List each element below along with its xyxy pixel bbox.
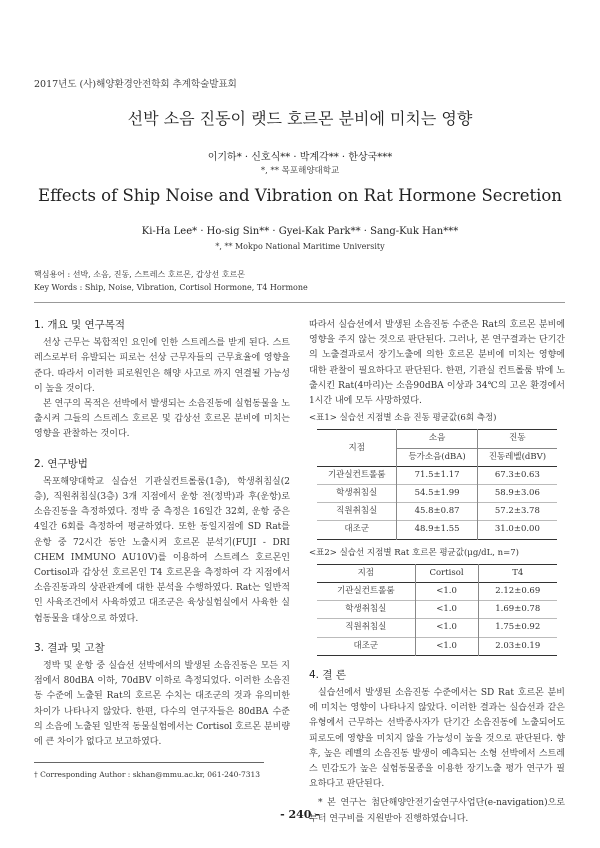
section-1-paragraph-2: 본 연구의 목적은 선박에서 발생되는 소음진동에 실험동물을 노출시켜 그들의 스트레스 호르몬 및 갑상선 호르몬 분비에 미치는 영향을 관찰하는 것이다. bbox=[34, 399, 290, 440]
table-1-header-site: 지점 bbox=[317, 430, 397, 466]
korean-affiliation: *, ** 목포해양대학교 bbox=[260, 166, 340, 176]
table-2-cell-cortisol: <1.0 bbox=[415, 619, 478, 637]
results-continuation: 따라서 실습선에서 발생된 소음진동 수준은 Rat의 호르몬 분비에 영향을 주지 않는 것으로 판단된다. 그러나, 본 연구결과는 단기간의 노출결과로서 장기노출에 의한 호르몬 분비에 미치는 영향에 대한 관찰이 필요하다고 판단된다. 한편, 기관실 컨트롤룸 밖에 노출시킨 Rat(4마리)는 소음90dBA 이상과 34℃의 고온 환경에서 1시간 내에 모두 사망하였다. bbox=[309, 320, 565, 407]
english-title: Effects of Ship Noise and Vibration on Rat Hormone Secretion bbox=[38, 186, 562, 205]
table-1-cell-noise: 48.9±1.55 bbox=[397, 521, 477, 539]
table-row bbox=[317, 485, 557, 503]
table-2-cell-site: 대조군 bbox=[317, 637, 415, 655]
section-3-paragraph: 정박 및 운항 중 실습선 선박에서의 발생된 소음진동은 모든 지점에서 80dBA 이하, 70dBV 이하로 측정되었다. 이러한 소음진동 수준에 노출된 Rat의 호르몬 수치는 대조군의 것과 유의미한 차이가 나타나지 않았다. 한편, 다수의 연구자들은 80dBA 수준의 소음에 노출된 일반적 동물실험에서는 Cortisol 호르몬 분비량에 큰 차이가 없다고 보고하였다. bbox=[34, 661, 291, 748]
table-1-cell-site: 대조군 bbox=[317, 521, 397, 539]
table-1-cell-vibration: 57.2±3.78 bbox=[494, 506, 540, 517]
table-2-cell-site: 직원취침실 bbox=[317, 619, 415, 637]
korean-authors: 이기하* · 신호식** · 박계각** · 한상국*** bbox=[207, 152, 393, 163]
table-row bbox=[317, 619, 557, 637]
table-2-cell-cortisol: <1.0 bbox=[415, 637, 478, 655]
section-1-title: 1. 개요 및 연구목적 bbox=[34, 319, 126, 331]
table-2-cell-t4: 2.03±0.19 bbox=[495, 640, 541, 651]
table-1-header-vibration: 진동 bbox=[509, 433, 526, 444]
english-keywords: Key Words : Ship, Noise, Vibration, Cortisol Hormone, T4 Hormone bbox=[34, 283, 308, 292]
table-2-cell-cortisol: <1.0 bbox=[415, 583, 478, 601]
page-number: - 240 - bbox=[280, 808, 320, 821]
section-3-title: 3. 결과 및 고찰 bbox=[34, 641, 105, 654]
divider bbox=[34, 302, 565, 303]
table-row bbox=[317, 466, 557, 484]
table-2-cell-site: 학생취침실 bbox=[317, 601, 415, 619]
table-1-cell-noise: 54.5±1.99 bbox=[397, 485, 477, 503]
table-1-cell-site: 학생취침실 bbox=[317, 485, 397, 503]
table-1-cell-vibration: 58.9±3.06 bbox=[494, 488, 540, 499]
table-2-header-site: 지점 bbox=[317, 564, 415, 582]
table-1-cell-vibration: 67.3±0.63 bbox=[494, 469, 540, 480]
acknowledgement: * 본 연구는 첨단해양안전기술연구사업단(e-navigation)으로부터 연구비를 지원받아 진행하였습니다. bbox=[309, 798, 565, 824]
section-4-paragraph: 실습선에서 발생된 소음진동 수준에서는 SD Rat 호르몬 분비에 미치는 영향이 나타나지 않았다. 이러한 결과는 실습선과 같은 유형에서 근무하는 선박종사자가 단기간 소음진동에 노출되어도 피로도에 영향을 미치지 않을 가능성이 높을 것으로 판단된다. 향후, 높은 레벨의 소음진동 발생이 예측되는 소형 선박에서 스트레스 민감도가 높은 실험동물종을 이용한 장기노출 평가 연구가 필요하다고 판단된다. bbox=[309, 688, 565, 790]
table-row bbox=[317, 503, 557, 521]
korean-keywords: 핵심용어 : 선박, 소음, 진동, 스트레스 호르몬, 갑상선 호르몬 bbox=[34, 270, 245, 279]
section-2-paragraph: 목포해양대학교 실습선 기관실컨트롤룸(1층), 학생취침실(2층), 직원취침실(3층) 3개 지점에서 운항 전(정박)과 후(운항)로 소음진동을 측정하였다. 정박 중 측정은 16일간 32회, 운항 중은 4일간 6회를 측정하여 평균하였다. 또한 동일지점에 SD Rat를 운항 중 72시간 동안 노출시켜 호르몬 분석기(FUJI - DRI CHEM IMMUNO AU10V)를 이용하여 스트레스 호르몬인 Cortisol과 갑상선 호르몬인 T4 호르몬을 측정하여 각 지점에서 소음진동과의 상관관계에 대한 분석을 수행하였다. Rat는 일반적인 사육조건에서 사육하였고 대조군은 육상실험실에서 사육한 실험동물을 대상으로 하였다. bbox=[34, 476, 290, 624]
table-1-cell-vibration: 31.0±0.00 bbox=[494, 524, 540, 535]
table-row bbox=[317, 583, 557, 601]
table-2-cell-t4: 2.12±0.69 bbox=[495, 586, 541, 597]
korean-title: 선박 소음 진동이 랫드 호르몬 분비에 미치는 영향 bbox=[127, 109, 473, 128]
table-1-caption: <표1> 실습선 지점별 소음 진동 평균값(6회 측정) bbox=[309, 413, 497, 424]
english-affiliation: *, ** Mokpo National Maritime University bbox=[215, 242, 385, 251]
table-1-cell-site: 직원취침실 bbox=[317, 503, 397, 521]
table-2-header-t4: T4 bbox=[512, 567, 524, 578]
table-1-cell-site: 기관실컨트롤룸 bbox=[317, 466, 397, 484]
table-2 bbox=[317, 564, 557, 656]
footnote-divider bbox=[34, 762, 264, 763]
table-row bbox=[317, 521, 557, 539]
table-2-cell-site: 기관실컨트롤룸 bbox=[317, 583, 415, 601]
section-4-title: 4. 결 론 bbox=[309, 668, 346, 681]
english-authors: Ki-Ha Lee* · Ho-sig Sin** · Gyei-Kak Park** · Sang-Kuk Han*** bbox=[141, 226, 459, 237]
table-1 bbox=[317, 429, 557, 539]
table-2-cell-t4: 1.75±0.92 bbox=[495, 622, 541, 633]
table-row bbox=[317, 637, 557, 655]
table-1-cell-noise: 71.5±1.17 bbox=[397, 466, 477, 484]
table-2-header-cortisol: Cortisol bbox=[415, 564, 478, 582]
table-2-cell-t4: 1.69±0.78 bbox=[495, 604, 541, 615]
left-column bbox=[34, 318, 290, 750]
section-1-paragraph-1: 선상 근무는 복합적인 요인에 인한 스트레스를 받게 된다. 스트레스로부터 유발되는 피로는 선상 근무자들의 근무효율에 영향을 준다. 따라서 이러한 피로원인은 해양 사고로 까지 연결될 가능성이 높을 것이다. bbox=[34, 338, 290, 394]
table-2-cell-cortisol: <1.0 bbox=[415, 601, 478, 619]
table-1-header-noise: 소음 bbox=[397, 430, 477, 448]
table-1-subheader-vibration: 진동레벨(dBV) bbox=[488, 451, 547, 462]
table-2-caption: <표2> 실습선 지점별 Rat 호르몬 평균값(μg/dL, n=7) bbox=[309, 547, 519, 558]
footnote: † Corresponding Author : skhan@mmu.ac.kr, 061-240-7313 bbox=[34, 770, 261, 779]
conference-header: 2017년도 (사)해양환경안전학회 추계학술발표회 bbox=[34, 79, 237, 90]
table-1-cell-noise: 45.8±0.87 bbox=[397, 503, 477, 521]
section-2-title: 2. 연구방법 bbox=[34, 457, 88, 470]
table-row bbox=[317, 601, 557, 619]
table-1-subheader-noise: 등가소음(dBA) bbox=[397, 448, 477, 466]
right-column bbox=[309, 318, 565, 827]
